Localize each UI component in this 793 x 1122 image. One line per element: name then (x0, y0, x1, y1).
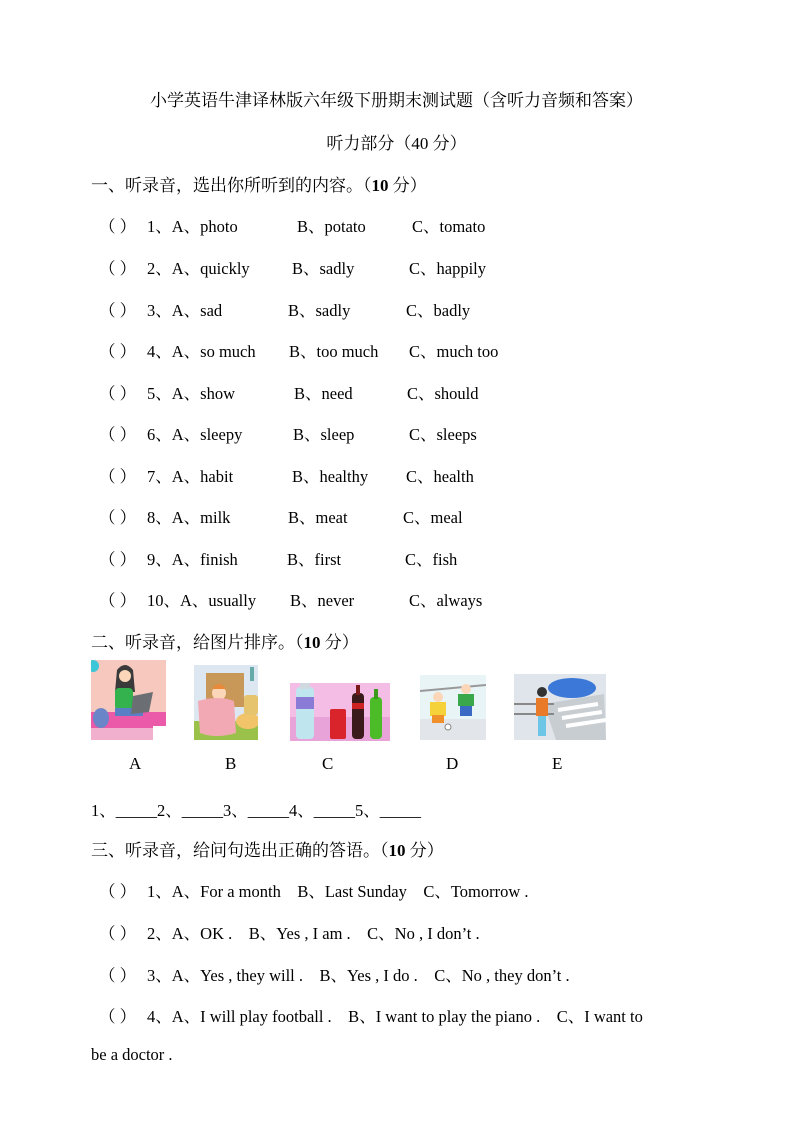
option-c: C、meal (403, 508, 463, 527)
option-c: C、tomato (412, 217, 486, 236)
boys-playing-football-picture (420, 675, 486, 740)
option-c: C、much too (409, 342, 499, 361)
answer-blank[interactable]: （ ） (99, 591, 137, 610)
option-b: B、sleep (293, 425, 355, 444)
section-2-heading: 二、听录音，给图片排序。（10 分） (91, 633, 359, 652)
answer-blank[interactable]: （ ） (99, 259, 137, 278)
picture-label-a: A (129, 754, 142, 773)
option-a: 9、A、finish (147, 550, 238, 569)
option-b: B、never (290, 591, 355, 610)
picture-label-d: D (446, 754, 459, 773)
option-c: C、happily (409, 259, 486, 278)
answer-blank[interactable]: （ ） (99, 1007, 137, 1026)
option-a: 6、A、sleepy (147, 425, 243, 444)
option-a: 10、A、usually (147, 591, 257, 610)
option-c: C、always (409, 591, 483, 610)
section-1-heading: 一、听录音，选出你所听到的内容。（10 分） (91, 176, 427, 195)
option-c: C、badly (406, 301, 471, 320)
answer-blank[interactable]: （ ） (99, 217, 137, 236)
answer-blank[interactable]: （ ） (99, 425, 137, 444)
option-c: C、should (407, 384, 479, 403)
picture-label-c: C (322, 754, 334, 773)
picture-label-e: E (552, 754, 563, 773)
option-b: B、too much (289, 342, 379, 361)
answer-blank[interactable]: （ ） (99, 924, 137, 943)
answer-blank[interactable]: （ ） (99, 384, 137, 403)
option-a: 5、A、show (147, 384, 236, 403)
picture-label-b: B (225, 754, 237, 773)
option-b: B、potato (297, 217, 366, 236)
option-b: B、healthy (292, 467, 369, 486)
question-options: 4、A、I will play football . B、I want to play the piano . C、I want to (147, 1007, 643, 1026)
boy-crossing-road-picture (514, 674, 606, 740)
listening-part-title: 听力部分（40 分） (326, 134, 467, 153)
answer-blank[interactable]: （ ） (99, 508, 137, 527)
option-a: 4、A、so much (147, 342, 256, 361)
option-b: B、meat (288, 508, 348, 527)
question-4-continuation: be a doctor . (91, 1045, 173, 1064)
option-b: B、sadly (288, 301, 351, 320)
section-3-heading: 三、听录音，给问句选出正确的答语。（10 分） (91, 841, 444, 860)
option-a: 3、A、sad (147, 301, 223, 320)
option-b: B、first (287, 550, 342, 569)
answer-blank[interactable]: （ ） (99, 467, 137, 486)
option-b: B、sadly (292, 259, 355, 278)
option-b: B、need (294, 384, 353, 403)
document-title: 小学英语牛津译林版六年级下册期末测试题（含听力音频和答案） (150, 91, 643, 110)
answer-blank[interactable]: （ ） (99, 301, 137, 320)
option-c: C、fish (405, 550, 458, 569)
option-c: C、health (406, 467, 474, 486)
option-a: 2、A、quickly (147, 259, 250, 278)
question-options: 1、A、For a month B、Last Sunday C、Tomorrow . (147, 882, 529, 901)
option-a: 1、A、photo (147, 217, 238, 236)
woman-laptop-sofa-picture (91, 660, 166, 740)
option-c: C、sleeps (409, 425, 477, 444)
boy-in-bed-picture (194, 665, 262, 740)
answer-blank[interactable]: （ ） (99, 550, 137, 569)
option-a: 8、A、milk (147, 508, 231, 527)
answer-blank[interactable]: （ ） (99, 882, 137, 901)
question-options: 3、A、Yes , they will . B、Yes , I do . C、No , they don’t . (147, 966, 570, 985)
picture-order-answer-blanks[interactable]: 1、_____2、_____3、_____4、_____5、_____ (91, 801, 421, 820)
answer-blank[interactable]: （ ） (99, 966, 137, 985)
option-a: 7、A、habit (147, 467, 234, 486)
answer-blank[interactable]: （ ） (99, 342, 137, 361)
question-options: 2、A、OK . B、Yes , I am . C、No , I don’t . (147, 924, 480, 943)
drinks-bottles-picture (290, 683, 390, 741)
